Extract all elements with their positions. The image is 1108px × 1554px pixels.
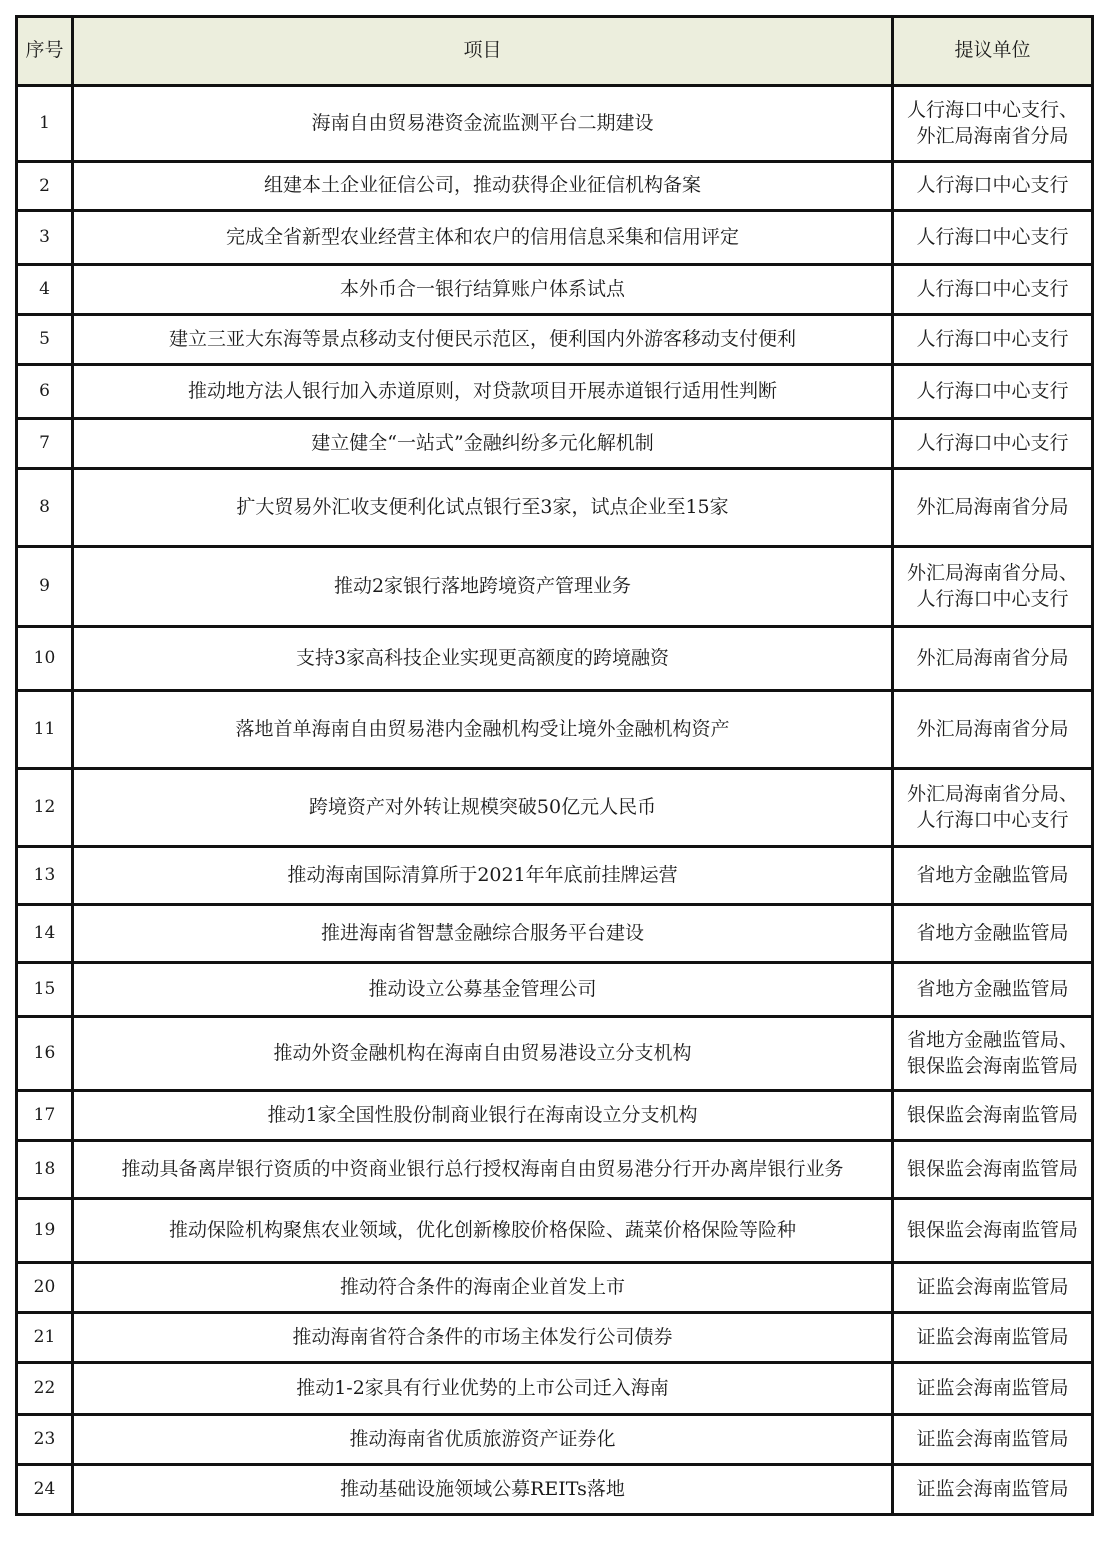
row-number: 6 (17, 365, 73, 419)
row-unit: 人行海口中心支行 (893, 365, 1093, 419)
row-number: 10 (17, 627, 73, 691)
row-number: 1 (17, 86, 73, 162)
header-item: 项目 (73, 17, 893, 86)
row-number: 3 (17, 211, 73, 265)
project-table (15, 15, 1094, 1516)
table-row (17, 469, 1093, 547)
row-number: 5 (17, 315, 73, 365)
row-unit: 外汇局海南省分局、 人行海口中心支行 (893, 769, 1093, 847)
row-item: 组建本土企业征信公司，推动获得企业征信机构备案 (73, 162, 893, 211)
table-row (17, 1091, 1093, 1141)
row-number: 13 (17, 847, 73, 905)
row-item: 推动2家银行落地跨境资产管理业务 (73, 547, 893, 627)
table-header-row (17, 17, 1093, 86)
table-row (17, 419, 1093, 469)
row-item: 跨境资产对外转让规模突破50亿元人民币 (73, 769, 893, 847)
table-row (17, 547, 1093, 627)
row-item: 完成全省新型农业经营主体和农户的信用信息采集和信用评定 (73, 211, 893, 265)
row-item: 推动设立公募基金管理公司 (73, 963, 893, 1017)
row-item: 推动基础设施领域公募REITs落地 (73, 1465, 893, 1515)
header-unit: 提议单位 (893, 17, 1093, 86)
row-item: 推进海南省智慧金融综合服务平台建设 (73, 905, 893, 963)
table-row (17, 627, 1093, 691)
row-item: 推动具备离岸银行资质的中资商业银行总行授权海南自由贸易港分行开办离岸银行业务 (73, 1141, 893, 1199)
header-no: 序号 (17, 17, 73, 86)
row-unit: 银保监会海南监管局 (893, 1091, 1093, 1141)
table-row (17, 847, 1093, 905)
table-row (17, 315, 1093, 365)
table-row (17, 963, 1093, 1017)
row-unit: 人行海口中心支行、 外汇局海南省分局 (893, 86, 1093, 162)
row-number: 16 (17, 1017, 73, 1091)
row-item: 海南自由贸易港资金流监测平台二期建设 (73, 86, 893, 162)
row-number: 7 (17, 419, 73, 469)
row-item: 推动海南国际清算所于2021年年底前挂牌运营 (73, 847, 893, 905)
row-number: 4 (17, 265, 73, 315)
row-unit: 人行海口中心支行 (893, 211, 1093, 265)
row-item: 推动海南省符合条件的市场主体发行公司债券 (73, 1313, 893, 1363)
table-row (17, 769, 1093, 847)
row-number: 23 (17, 1415, 73, 1465)
row-item: 推动地方法人银行加入赤道原则，对贷款项目开展赤道银行适用性判断 (73, 365, 893, 419)
row-unit: 人行海口中心支行 (893, 315, 1093, 365)
row-unit: 省地方金融监管局、 银保监会海南监管局 (893, 1017, 1093, 1091)
row-number: 20 (17, 1263, 73, 1313)
table-row (17, 1363, 1093, 1415)
row-unit: 证监会海南监管局 (893, 1415, 1093, 1465)
row-number: 8 (17, 469, 73, 547)
table-row (17, 1263, 1093, 1313)
table-row (17, 162, 1093, 211)
row-item: 落地首单海南自由贸易港内金融机构受让境外金融机构资产 (73, 691, 893, 769)
row-number: 14 (17, 905, 73, 963)
row-number: 12 (17, 769, 73, 847)
row-item: 建立三亚大东海等景点移动支付便民示范区，便利国内外游客移动支付便利 (73, 315, 893, 365)
row-number: 15 (17, 963, 73, 1017)
row-item: 推动外资金融机构在海南自由贸易港设立分支机构 (73, 1017, 893, 1091)
row-item: 建立健全“一站式”金融纠纷多元化解机制 (73, 419, 893, 469)
row-item: 推动保险机构聚焦农业领域，优化创新橡胶价格保险、蔬菜价格保险等险种 (73, 1199, 893, 1263)
row-unit: 证监会海南监管局 (893, 1465, 1093, 1515)
table-row (17, 1415, 1093, 1465)
row-unit: 省地方金融监管局 (893, 905, 1093, 963)
row-unit: 证监会海南监管局 (893, 1313, 1093, 1363)
table-row (17, 1017, 1093, 1091)
row-unit: 人行海口中心支行 (893, 419, 1093, 469)
table-row (17, 1313, 1093, 1363)
row-number: 11 (17, 691, 73, 769)
row-unit: 银保监会海南监管局 (893, 1199, 1093, 1263)
row-item: 推动符合条件的海南企业首发上市 (73, 1263, 893, 1313)
row-item: 推动1家全国性股份制商业银行在海南设立分支机构 (73, 1091, 893, 1141)
table-row (17, 86, 1093, 162)
row-unit: 外汇局海南省分局 (893, 627, 1093, 691)
row-number: 2 (17, 162, 73, 211)
table-body (17, 86, 1093, 1515)
table-row (17, 1465, 1093, 1515)
table-row (17, 265, 1093, 315)
table-row (17, 1199, 1093, 1263)
row-number: 24 (17, 1465, 73, 1515)
row-item: 推动1-2家具有行业优势的上市公司迁入海南 (73, 1363, 893, 1415)
row-unit: 证监会海南监管局 (893, 1363, 1093, 1415)
table-row (17, 211, 1093, 265)
row-unit: 省地方金融监管局 (893, 963, 1093, 1017)
row-unit: 银保监会海南监管局 (893, 1141, 1093, 1199)
row-item: 本外币合一银行结算账户体系试点 (73, 265, 893, 315)
row-unit: 省地方金融监管局 (893, 847, 1093, 905)
row-unit: 人行海口中心支行 (893, 162, 1093, 211)
table-row (17, 691, 1093, 769)
table-row (17, 905, 1093, 963)
table-row (17, 1141, 1093, 1199)
row-unit: 外汇局海南省分局 (893, 691, 1093, 769)
row-item: 扩大贸易外汇收支便利化试点银行至3家，试点企业至15家 (73, 469, 893, 547)
row-number: 21 (17, 1313, 73, 1363)
row-item: 支持3家高科技企业实现更高额度的跨境融资 (73, 627, 893, 691)
row-number: 22 (17, 1363, 73, 1415)
row-unit: 人行海口中心支行 (893, 265, 1093, 315)
row-number: 18 (17, 1141, 73, 1199)
row-number: 19 (17, 1199, 73, 1263)
table-row (17, 365, 1093, 419)
row-unit: 外汇局海南省分局 (893, 469, 1093, 547)
row-number: 9 (17, 547, 73, 627)
row-item: 推动海南省优质旅游资产证券化 (73, 1415, 893, 1465)
row-number: 17 (17, 1091, 73, 1141)
row-unit: 外汇局海南省分局、 人行海口中心支行 (893, 547, 1093, 627)
row-unit: 证监会海南监管局 (893, 1263, 1093, 1313)
